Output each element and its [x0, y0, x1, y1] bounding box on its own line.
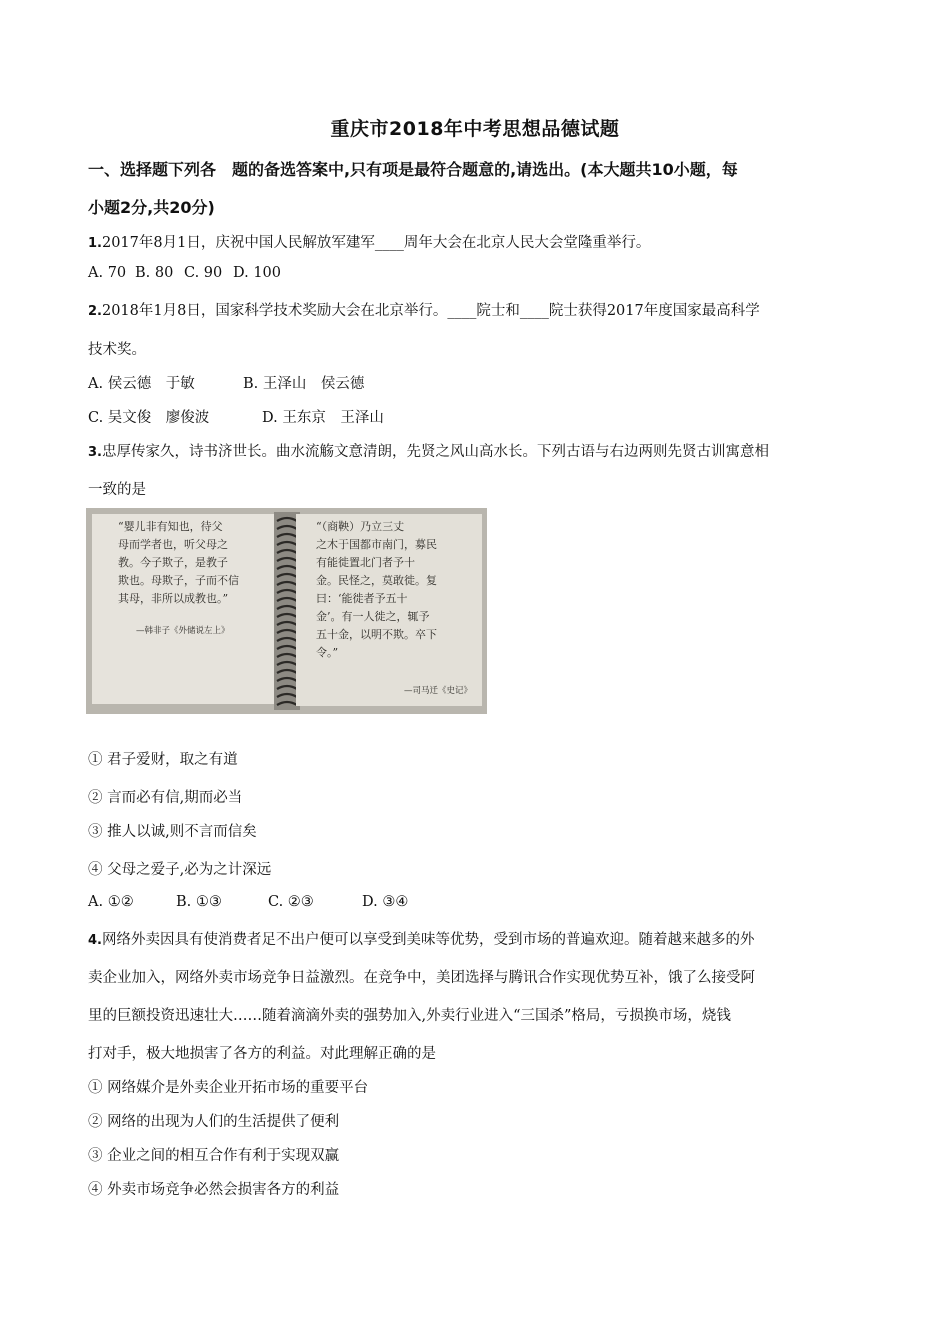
question-number: 1. [88, 236, 102, 251]
question-stem: 2018年1月8日，国家科学技术奖励大会在北京举行。____院士和____院士获得2017年度国家最高科学 [101, 303, 760, 319]
question-3-line2: 一致的是 [88, 482, 146, 498]
q3-statement-2: ② 言而必有信,期而必当 [88, 790, 243, 806]
question-number: 2. [88, 304, 102, 319]
right-page-text: “（商鞅）乃立三丈 之木于国都市南门，募民 有能徙置北门者予十 金。民怪之，莫敢徙。复 曰：‘能徙者予五十 金’。有一人徙之，辄予 五十金，以明不欺。卒下 令。” [316, 520, 437, 659]
left-page-source: —韩非子《外储说左上》 [136, 626, 230, 636]
question-2 [88, 299, 878, 320]
q1-option-b: B. 80 [135, 265, 174, 281]
question-4-line2: 卖企业加入，网络外卖市场竞争日益激烈。在竞争中，美团选择与腾讯合作实现优势互补，饿了么接受阿 [88, 970, 755, 986]
question-number: 3. [88, 445, 102, 460]
question-4-line3: 里的巨额投资迅速壮大……随着滴滴外卖的强势加入,外卖行业进入“三国杀”格局，亏损换市场，烧钱 [88, 1008, 731, 1024]
q2-option-b: B. 王泽山 侯云德 [243, 376, 365, 392]
q4-statement-1: ① 网络媒介是外卖企业开拓市场的重要平台 [88, 1080, 369, 1096]
question-3 [88, 440, 878, 461]
q3-option-a: A. ①② [88, 894, 134, 910]
right-page-source: —司马迁《史记》 [404, 686, 473, 696]
question-2-line2: 技术奖。 [88, 342, 146, 358]
q2-option-c: C. 吴文俊 廖俊波 [88, 410, 210, 426]
q1-option-d: D. 100 [233, 265, 282, 281]
question-4 [88, 928, 878, 949]
notebook-right-page [296, 514, 482, 706]
q3-option-c: C. ②③ [268, 894, 314, 910]
section-header-line1: 一、选择题下列各 题的备选答案中,只有项是最符合题意的,请选出。(本大题共10小题，每 [88, 160, 738, 179]
q3-option-b: B. ①③ [176, 894, 222, 910]
q3-statement-4: ④ 父母之爱子,必为之计深远 [88, 862, 272, 878]
section-header-line2: 小题2分,共20分) [88, 198, 215, 217]
q3-statement-1: ① 君子爱财，取之有道 [88, 752, 238, 768]
q1-option-a: A. 70 [88, 265, 127, 281]
q4-statement-3: ③ 企业之间的相互合作有利于实现双赢 [88, 1148, 340, 1164]
q4-statement-2: ② 网络的出现为人们的生活提供了便利 [88, 1114, 340, 1130]
q3-statement-3: ③ 推人以诚,则不言而信矣 [88, 824, 257, 840]
q2-option-a: A. 侯云德 于敏 [88, 376, 195, 392]
question-stem: 2017年8月1日，庆祝中国人民解放军建军____周年大会在北京人民大会堂隆重举行。 [101, 235, 651, 251]
q3-option-d: D. ③④ [362, 894, 409, 910]
q1-option-c: C. 90 [184, 265, 223, 281]
question-stem: 网络外卖因具有使消费者足不出户便可以享受到美味等优势，受到市场的普遍欢迎。随着越来越多的外 [101, 932, 755, 948]
q4-statement-4: ④ 外卖市场竞争必然会损害各方的利益 [88, 1182, 340, 1198]
question-stem: 忠厚传家久，诗书济世长。曲水流觞文意清朗，先贤之风山高水长。下列古语与右边两则先贤古训寓意相 [101, 444, 769, 460]
left-page-text: “婴儿非有知也，待父 母而学者也，听父母之 教。今子欺子，是教子 欺也。母欺子，子而不信 其母，非所以成教也。” [118, 520, 239, 605]
question-4-line4: 打对手，极大地损害了各方的利益。对此理解正确的是 [88, 1046, 436, 1062]
question-1 [88, 231, 878, 252]
q2-option-d: D. 王东京 王泽山 [262, 410, 384, 426]
notebook-image [86, 508, 487, 714]
page-title: 重庆市2018年中考思想品德试题 [330, 118, 620, 140]
notebook-left-page [92, 514, 276, 704]
question-number: 4. [88, 933, 102, 948]
